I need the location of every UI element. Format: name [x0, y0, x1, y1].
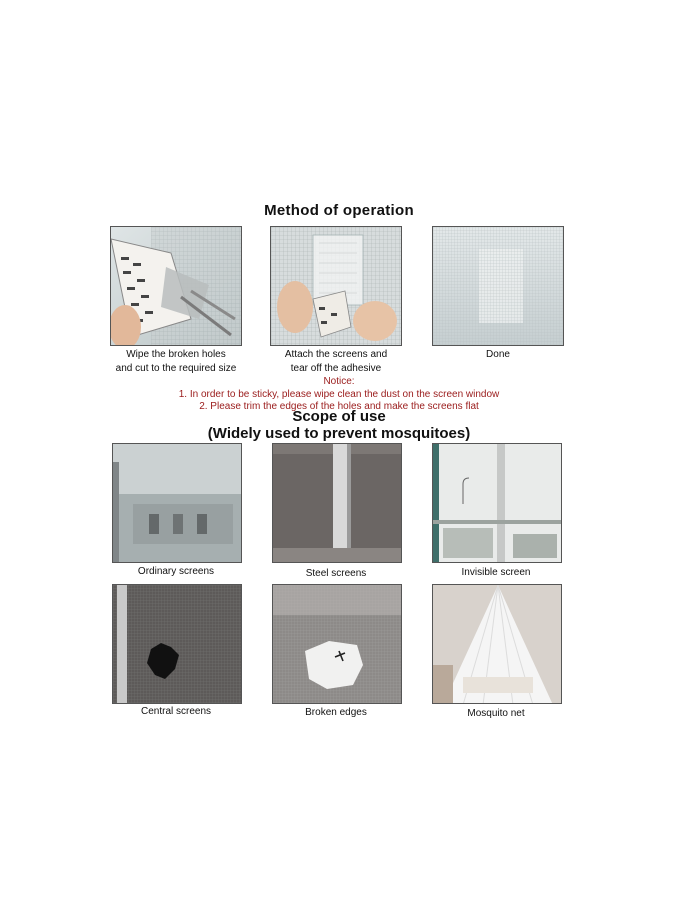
- notice-label: Notice:: [323, 376, 355, 387]
- patched-screen-photo: [432, 226, 564, 346]
- method-title: Method of operation: [264, 202, 414, 219]
- mosquito-net-label: Mosquito net: [467, 708, 525, 719]
- step-2-caption: [256, 348, 416, 376]
- central-screens-label: Central screens: [140, 706, 212, 717]
- ordinary-screen-photo: [112, 443, 242, 563]
- notice-line-1: 1. In order to be sticky, please wipe clean the dust on the screen window: [178, 389, 500, 400]
- scope-title: [0, 408, 678, 442]
- scope-title-line1: Scope of use: [292, 408, 386, 425]
- step-3-caption-line1: Done: [486, 349, 510, 360]
- invisible-screen-photo: [432, 443, 562, 563]
- mosquito-net-photo: [432, 584, 562, 704]
- step-1-caption-line1: Wipe the broken holes: [126, 349, 226, 360]
- step-2-caption-line2: tear off the adhesive: [290, 363, 382, 374]
- ordinary-screens-label: Ordinary screens: [137, 566, 215, 577]
- broken-edge-screen-photo: [272, 584, 402, 704]
- step-3-caption: [418, 348, 578, 362]
- notice-line-2: 2. Please trim the edges of the holes and make the screens flat: [199, 401, 479, 412]
- step-2-caption-line1: Attach the screens and: [284, 349, 388, 360]
- broken-edges-label: Broken edges: [305, 707, 367, 718]
- step-1-caption: [96, 348, 256, 376]
- steel-screens-label: Steel screens: [305, 568, 367, 579]
- invisible-screen-label: Invisible screen: [461, 567, 531, 578]
- scope-title-line2: (Widely used to prevent mosquitoes): [207, 425, 471, 442]
- step-1-caption-line2: and cut to the required size: [115, 363, 237, 374]
- cutting-tape-photo: [110, 226, 242, 346]
- steel-screen-photo: [272, 443, 402, 563]
- attaching-patch-photo: [270, 226, 402, 346]
- central-hole-screen-photo: [112, 584, 242, 704]
